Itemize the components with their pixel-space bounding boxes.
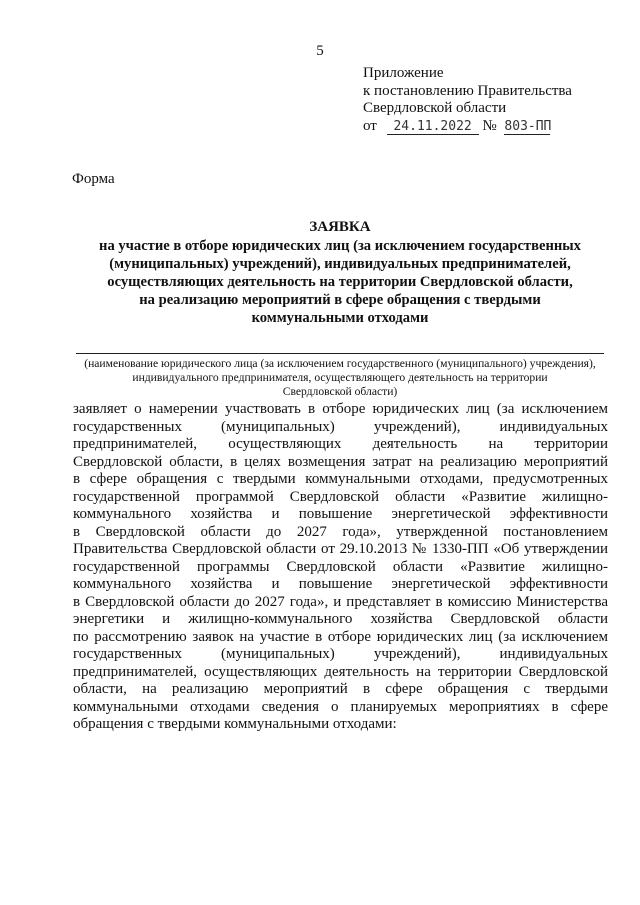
body-line: предпринимателей, осуществляющих деятельность на территории xyxy=(73,436,608,452)
appendix-line-1: Приложение xyxy=(363,65,444,81)
body-line: в сфере обращения с твердыми коммунальными отходами, предусмотренных xyxy=(73,471,608,487)
body-line: Правительства Свердловской области от 29.10.2013 № 1330-ПП «Об утверждении xyxy=(73,541,608,557)
body-line: по рассмотрению заявок на участие в отборе юридических лиц (за исключением xyxy=(73,628,608,645)
caption-line: индивидуального предпринимателя, осуществляющего деятельность на территории xyxy=(132,371,548,384)
body-line: в Свердловской области до 2027 года», и представляет в комиссию Министерства xyxy=(73,593,608,610)
number-label: № xyxy=(482,117,497,134)
decree-date: 24.11.2022 xyxy=(387,119,479,135)
organization-name-fill-line xyxy=(76,353,604,354)
body-line: государственных (муниципальных) учреждений), индивидуальных xyxy=(73,418,608,435)
body-line: области, на реализацию мероприятий в сфере обращения с твердыми xyxy=(73,681,608,697)
body-line: предпринимателей, осуществляющих деятельность на территории Свердловской xyxy=(73,663,608,680)
appendix-block xyxy=(363,65,623,135)
caption-line: (наименование юридического лица (за исключением государственного (муниципального) учреждения), xyxy=(84,357,596,370)
body-line: в Свердловской области до 2027 года», утвержденной постановлением xyxy=(73,523,608,540)
body-line: заявляет о намерении участвовать в отборе юридических лиц (за исключением xyxy=(73,401,608,417)
form-label: Форма xyxy=(72,171,115,187)
body-line: государственных (муниципальных) учреждений), индивидуальных xyxy=(73,646,608,662)
fill-line-caption xyxy=(72,357,608,399)
decree-number: 803-ПП xyxy=(504,118,552,134)
body-line: государственной программы Свердловской области «Развитие жилищно- xyxy=(73,558,608,575)
body-line: Свердловской области, в целях возмещения затрат на реализацию мероприятий xyxy=(73,453,608,470)
body-line: энергетики и жилищно-коммунального хозяйства Свердловской области xyxy=(73,611,608,627)
body-line: обращения с твердыми коммунальными отходами: xyxy=(73,716,397,732)
title-line: (муниципальных) учреждений), индивидуальных предпринимателей, xyxy=(109,256,571,272)
document-title xyxy=(72,218,608,327)
body-line: коммунальными отходами сведения о планируемых мероприятиях в сфере xyxy=(73,698,608,715)
title-main: ЗАЯВКА xyxy=(309,219,371,235)
title-line: осуществляющих деятельность на территории Свердловской области, xyxy=(107,274,573,290)
body-line: коммунального хозяйства и повышение энергетической эффективности xyxy=(73,576,608,592)
body-line: государственной программой Свердловской области «Развитие жилищно- xyxy=(73,488,608,505)
title-line: на реализацию мероприятий в сфере обращения с твердыми xyxy=(139,292,541,308)
from-label: от xyxy=(363,117,377,134)
page-number: 5 xyxy=(316,43,324,59)
appendix-line-2: к постановлению Правительства xyxy=(363,82,572,99)
appendix-line-3: Свердловской области xyxy=(363,100,507,116)
body-line: коммунального хозяйства и повышение энергетической эффективности xyxy=(73,506,608,522)
caption-line: Свердловской области) xyxy=(282,385,398,398)
title-line: коммунальными отходами xyxy=(251,310,429,326)
body-paragraph xyxy=(73,401,608,734)
title-line: на участие в отборе юридических лиц (за исключением государственных xyxy=(99,238,581,254)
appendix-reference xyxy=(363,118,623,136)
